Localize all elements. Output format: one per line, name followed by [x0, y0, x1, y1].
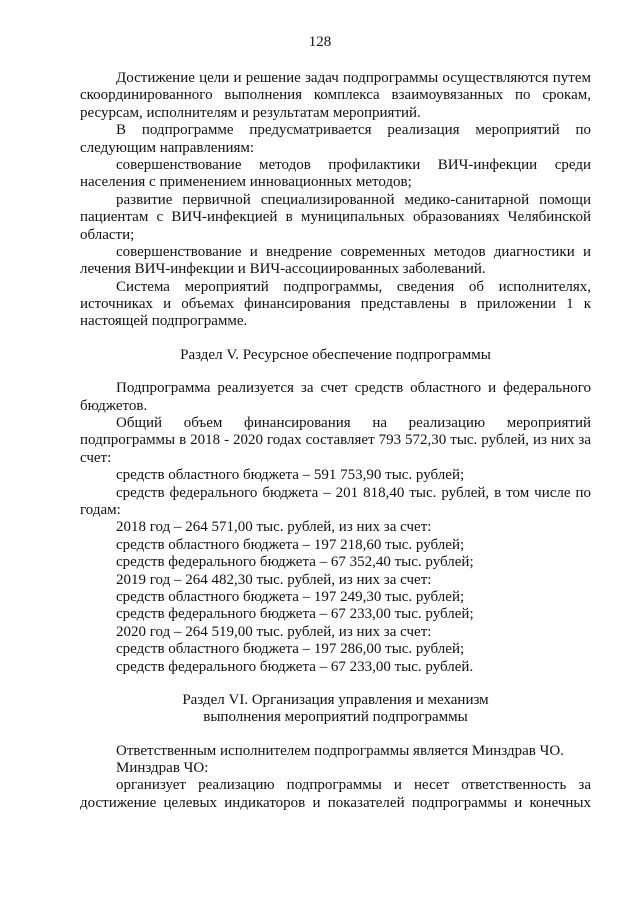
text-line: области; — [80, 226, 135, 243]
text-line: средств областного бюджета – 591 753,90 тыс. рублей; — [116, 467, 465, 484]
text-line: 2018 год – 264 571,00 тыс. рублей, из них за счет: — [116, 519, 432, 536]
text-line: Подпрограмма реализуется за счет средств областного и федерального — [116, 380, 591, 397]
paragraph — [80, 485, 591, 520]
section-heading: выполнения мероприятий подпрограммы — [203, 709, 468, 726]
text-line: организует реализацию подпрограммы и несет ответственность за — [116, 777, 591, 794]
text-line: достижение целевых индикаторов и показателей подпрограммы и конечных — [80, 794, 591, 811]
text-line: средств областного бюджета – 197 249,30 тыс. рублей; — [116, 588, 465, 605]
text-line: скоординированного выполнения комплекса взаимоувязанных по срокам, — [80, 87, 591, 104]
paragraph — [80, 380, 591, 415]
text-line: подпрограммы в 2018 - 2020 годах составляет 793 572,30 тыс. рублей, из них за — [80, 432, 591, 449]
text-line: средств федерального бюджета – 67 352,40 тыс. рублей; — [116, 554, 474, 571]
paragraph — [80, 279, 591, 331]
text-line: средств федерального бюджета – 67 233,00 тыс. рублей. — [116, 658, 474, 675]
text-line: следующим направлениям: — [80, 139, 255, 156]
text-line: источниках и объемах финансирования представлены в приложении 1 к — [80, 296, 591, 313]
text-line: совершенствование и внедрение современных методов диагностики и — [116, 243, 591, 260]
paragraph — [80, 122, 591, 157]
document-body — [80, 70, 591, 812]
paragraph — [80, 157, 591, 192]
text-line: счет: — [80, 449, 112, 466]
text-line: населения с применением инновационных методов; — [80, 174, 412, 191]
text-line: пациентам с ВИЧ-инфекцией в муниципальных образованиях Челябинской — [80, 209, 591, 226]
text-line: Ответственным исполнителем подпрограммы является Минздрав ЧО. — [116, 742, 564, 759]
text-line: средств федерального бюджета – 201 818,40 тыс. рублей, в том числе по — [116, 484, 591, 501]
text-line: Общий объем финансирования на реализацию мероприятий — [116, 415, 591, 432]
text-line: средств федерального бюджета – 67 233,00 тыс. рублей; — [116, 606, 474, 623]
text-line: В подпрограмме предусматривается реализация мероприятий по — [116, 122, 591, 139]
section-heading: Раздел V. Ресурсное обеспечение подпрограммы — [180, 346, 491, 363]
text-line: годам: — [80, 501, 121, 518]
text-line: Система мероприятий подпрограммы, сведения об исполнителях, — [116, 278, 591, 295]
paragraph — [80, 192, 591, 244]
text-line: настоящей подпрограмме. — [80, 313, 248, 330]
text-line: 2019 год – 264 482,30 тыс. рублей, из них за счет: — [116, 571, 432, 588]
text-line: Достижение цели и решение задач подпрограммы осуществляются путем — [116, 70, 591, 86]
text-line: 2020 год – 264 519,00 тыс. рублей, из них за счет: — [116, 623, 432, 640]
section-heading: Раздел VI. Организация управления и механизм — [182, 691, 489, 708]
text-line: развитие первичной специализированной медико-санитарной помощи — [116, 191, 591, 208]
text-line: лечения ВИЧ-инфекции и ВИЧ-ассоциированных заболеваний. — [80, 261, 486, 278]
paragraph — [80, 244, 591, 279]
text-line: Минздрав ЧО: — [116, 760, 209, 777]
text-line: бюджетов. — [80, 397, 148, 414]
text-line: средств областного бюджета – 197 218,60 тыс. рублей; — [116, 536, 465, 553]
paragraph — [80, 70, 591, 122]
text-line: ресурсам, исполнителям и результатам мероприятий. — [80, 104, 421, 121]
paragraph — [80, 777, 591, 812]
paragraph — [80, 415, 591, 467]
text-line: совершенствование методов профилактики ВИЧ-инфекции среди — [116, 156, 591, 173]
page-number: 128 — [308, 34, 332, 50]
text-line: средств областного бюджета – 197 286,00 тыс. рублей; — [116, 641, 465, 658]
